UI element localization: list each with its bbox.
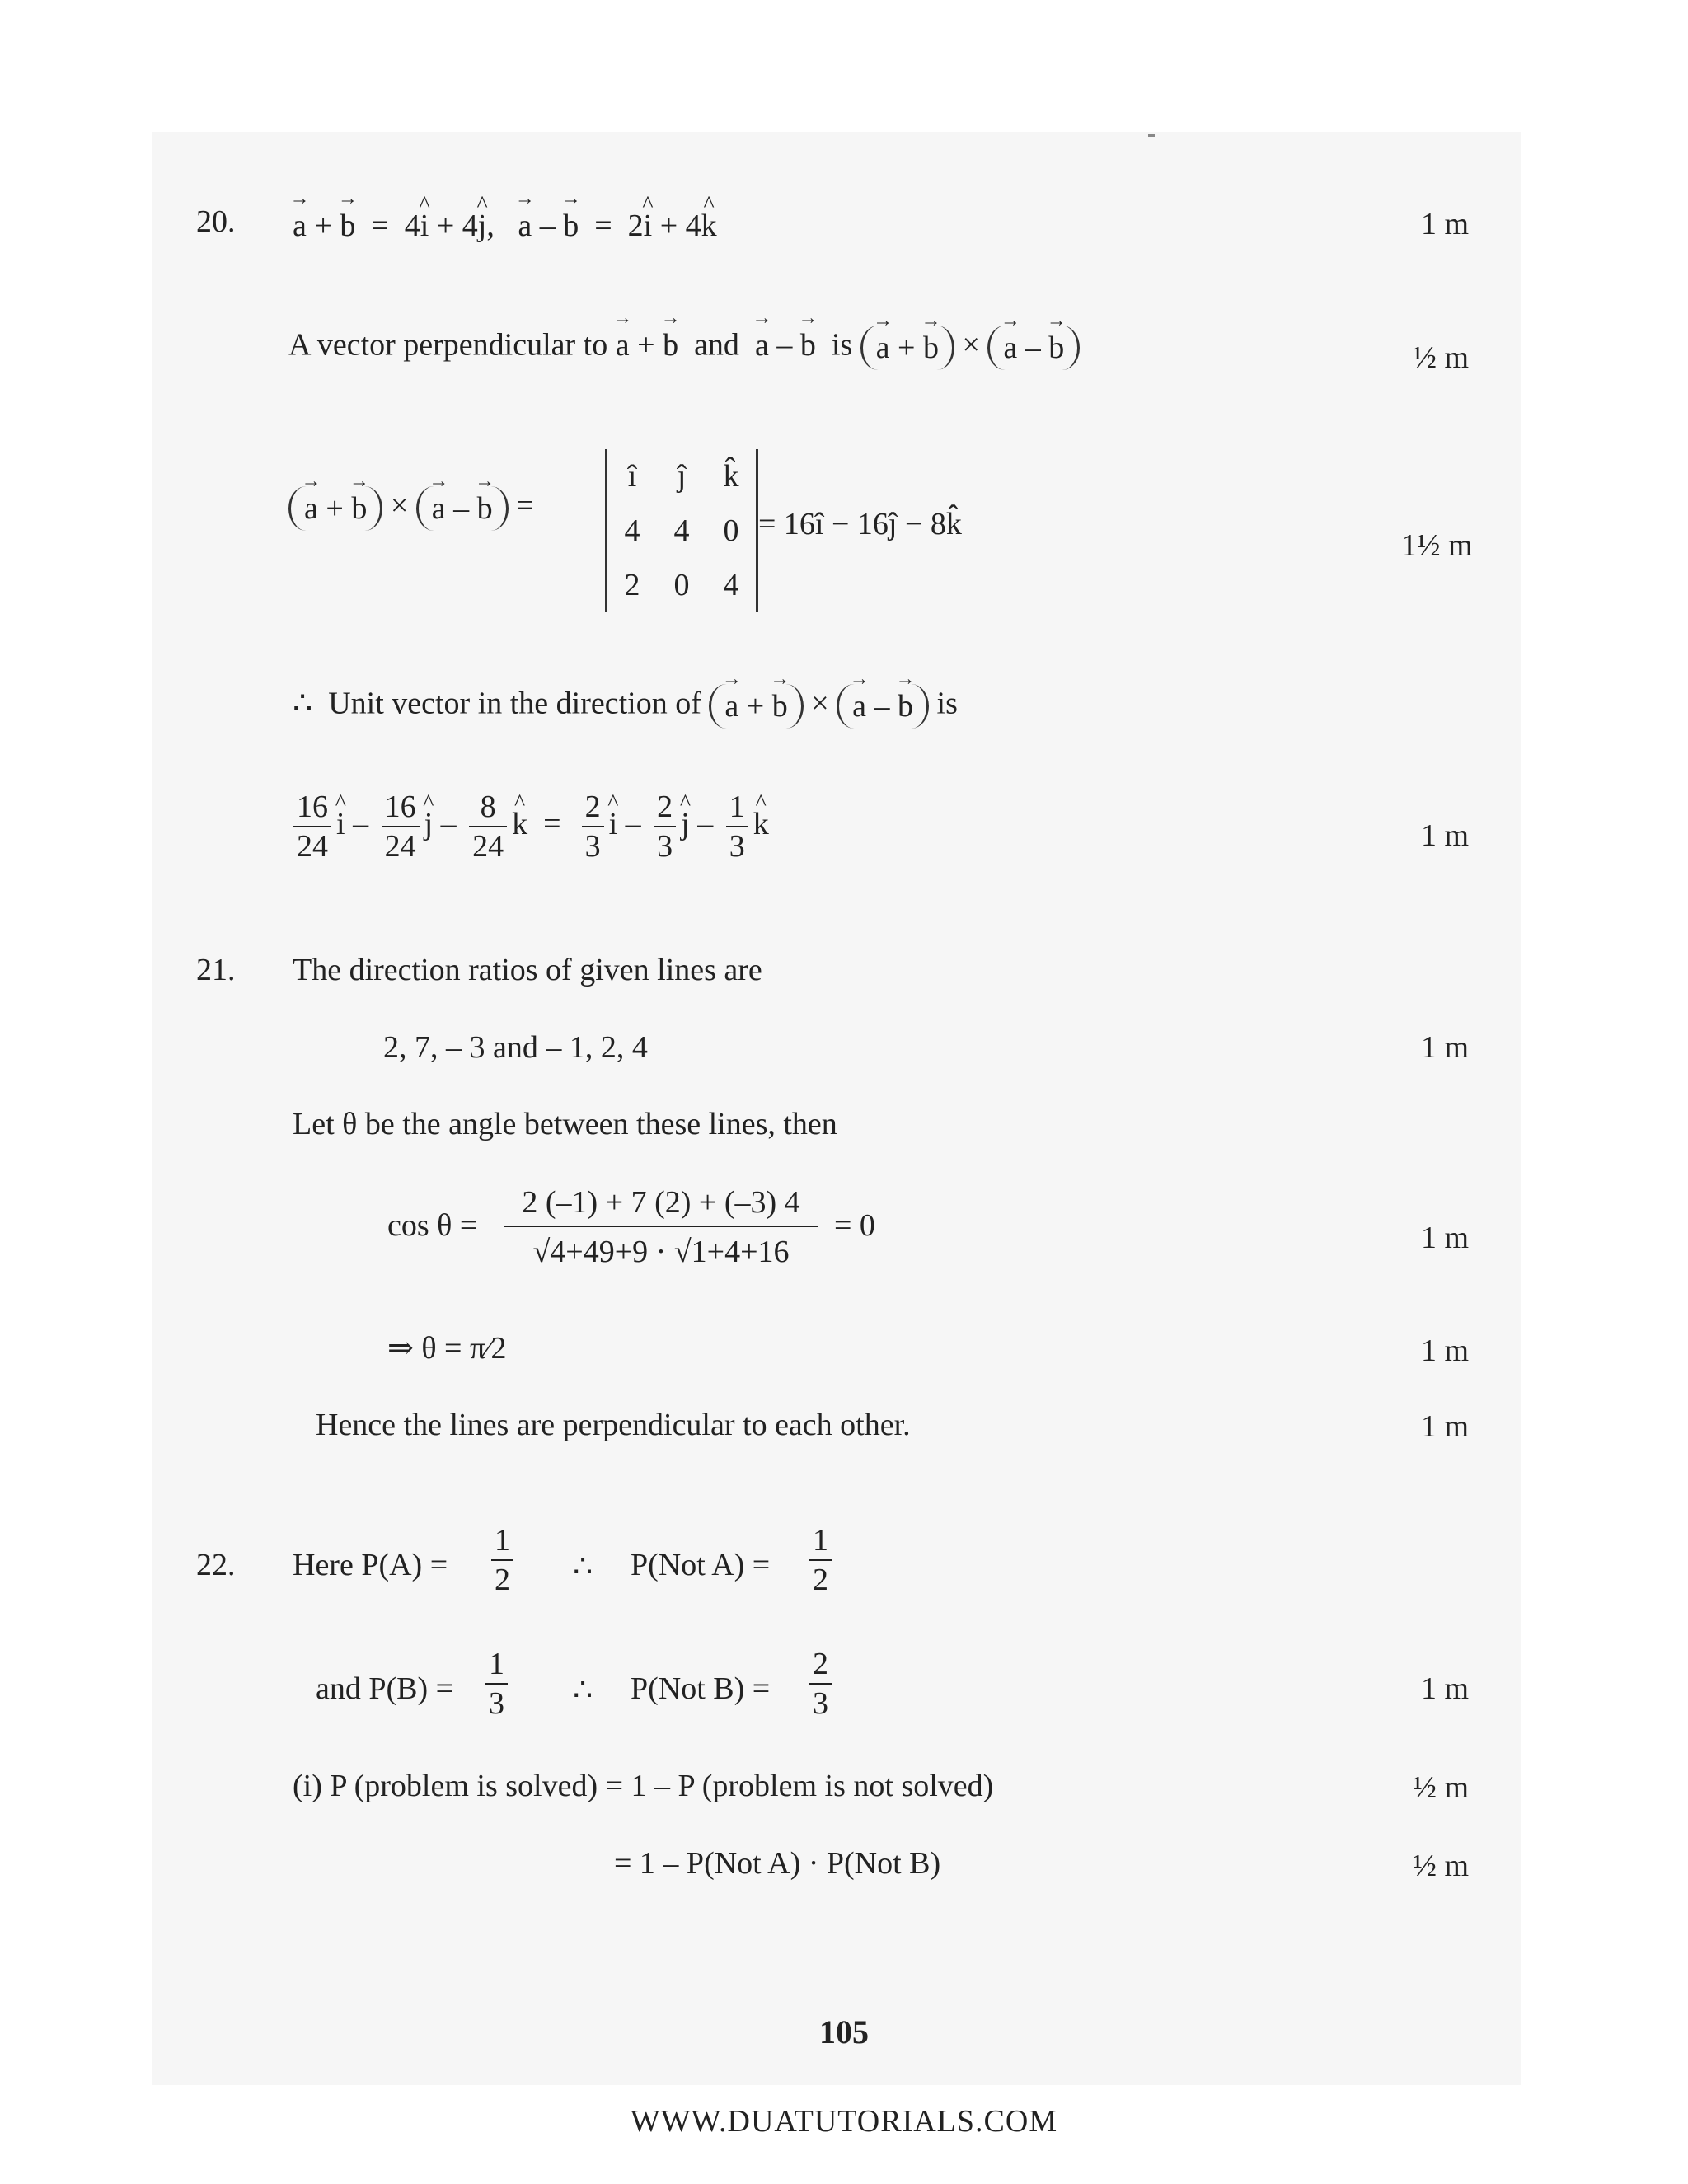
therefore-symbol: ∴ [293, 686, 313, 721]
q22-therefore-1: ∴ [573, 1549, 593, 1584]
frac-num: 1 [485, 1648, 508, 1685]
scan-speck [1148, 134, 1155, 137]
mark-q20-1: 1 m [1420, 207, 1469, 241]
det-cell: ĵ [677, 459, 687, 494]
mark-q22-2: ½ m [1413, 1770, 1469, 1805]
det-cell: 2 [624, 568, 640, 602]
frac-den: 2 [495, 1563, 510, 1597]
q22-therefore-2: ∴ [573, 1673, 593, 1708]
q22-line-i: (i) P (problem is solved) = 1 – P (problem is not solved) [293, 1769, 994, 1803]
mark-q22-3: ½ m [1413, 1849, 1469, 1883]
q22-here-pa: Here P(A) = [293, 1548, 448, 1582]
det-cell: 4 [673, 513, 690, 548]
q22-pb-fraction [481, 1648, 513, 1719]
q20-cross-product-lhs: → a + → b × → a – → b = [288, 486, 534, 531]
question-21-number: 21. [196, 953, 236, 987]
frac-den: 2 [813, 1563, 828, 1597]
q22-pnotb-fraction [804, 1648, 837, 1719]
frac-num: 1 [491, 1525, 513, 1561]
footer-website: WWW.DUATUTORIALS.COM [630, 2104, 1058, 2139]
frac-num: 2 [809, 1648, 832, 1685]
det-cell: k̂ [723, 459, 739, 494]
unit-vector-text: Unit vector in the direction of [328, 686, 701, 721]
det-cell: 0 [723, 513, 739, 548]
q21-cos-numerator: 2 (–1) + 7 (2) + (–3) 4 [522, 1185, 800, 1220]
q21-conclusion: Hence the lines are perpendicular to each other. [316, 1408, 911, 1442]
q20-cross-result: = 16î − 16ĵ − 8k̂ [758, 507, 962, 541]
q21-cos-rhs: = 0 [834, 1208, 875, 1243]
q20-equation-1: → a + → b = 4^ i + 4^ j, → a – → b = 2^ i + 4^ k [293, 210, 717, 241]
det-cell: 4 [624, 513, 640, 548]
mark-q20-4: 1 m [1420, 818, 1469, 853]
q21-cos-denominator: √4+49+9 · √1+4+16 [532, 1235, 790, 1269]
q20-unit-vector-value: $\frac{16}{24}$ ^ i – $\frac{16}{24}$ ^ j – $\frac{8}{24}$ ^ k = $\frac{2}{3}$ ^ i – $\frac{2}{3}$ ^ j – $\frac{1}{3}$ ^ k [288, 791, 769, 862]
mark-q21-2: 1 m [1420, 1221, 1469, 1255]
q21-line-3: Let θ be the angle between these lines, then [293, 1107, 837, 1141]
det-cell: î [627, 459, 637, 494]
q22-pnotb: P(Not B) = [631, 1671, 771, 1706]
mark-q20-3: 1½ m [1401, 528, 1473, 563]
q22-line-ii: = 1 – P(Not A) · P(Not B) [614, 1846, 941, 1881]
q22-pnota-fraction [804, 1525, 837, 1596]
question-22-number: 22. [196, 1548, 236, 1582]
perp-prefix: A vector perpendicular to [288, 327, 608, 363]
mark-q21-3: 1 m [1420, 1333, 1469, 1368]
q22-pnota: P(Not A) = [631, 1548, 771, 1582]
perp-and: and [694, 327, 739, 363]
page-number: 105 [819, 2013, 869, 2050]
det-cell: 0 [673, 568, 690, 602]
q21-line-1: The direction ratios of given lines are [293, 953, 762, 987]
unit-vector-is: is [936, 686, 958, 721]
frac-num: 1 [809, 1525, 832, 1561]
frac-den: 3 [813, 1686, 828, 1721]
frac-den: 3 [489, 1686, 504, 1721]
det-cell: 4 [723, 568, 739, 602]
mark-q21-4: 1 m [1420, 1409, 1469, 1444]
q20-perpendicular-line: A vector perpendicular to → a + → b and → a – → b is → a + → b × → a – → b [288, 326, 1080, 370]
fraction-bar [504, 1226, 818, 1227]
q21-cos-lhs: cos θ = [387, 1208, 478, 1243]
question-20-number: 20. [196, 204, 236, 239]
mark-q20-2: ½ m [1413, 340, 1469, 375]
mark-q22-1: 1 m [1420, 1671, 1469, 1706]
q21-direction-ratios: 2, 7, – 3 and – 1, 2, 4 [383, 1030, 648, 1065]
q21-theta: ⇒ θ = π⁄2 [387, 1331, 507, 1366]
q22-and-pb: and P(B) = [316, 1671, 454, 1706]
mark-q21-1: 1 m [1420, 1030, 1469, 1065]
determinant-matrix [605, 449, 758, 612]
q22-pa-fraction [486, 1525, 518, 1596]
q20-unit-vector-line: ∴ Unit vector in the direction of → a + → b × → a – → b is [293, 684, 958, 729]
perp-is: is [831, 327, 853, 363]
